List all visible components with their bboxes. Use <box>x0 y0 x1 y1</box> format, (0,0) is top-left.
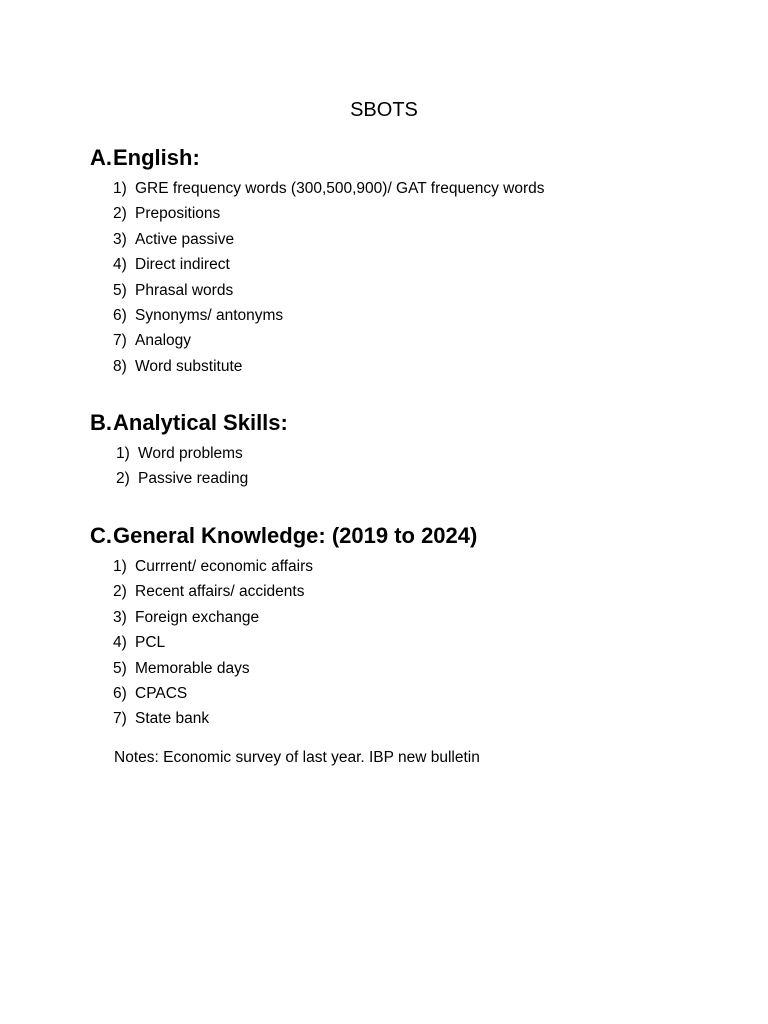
section-english <box>90 144 730 379</box>
list-item <box>113 227 730 252</box>
item-text: Word substitute <box>135 357 243 375</box>
item-text: Recent affairs/ accidents <box>135 583 305 601</box>
item-number: 3) <box>113 230 127 248</box>
section-title: English: <box>113 145 200 170</box>
item-text: Word problems <box>138 445 243 462</box>
section-analytical-skills <box>90 409 730 492</box>
list-item <box>113 252 730 277</box>
item-text: Memorable days <box>135 659 250 677</box>
notes-text: Notes: Economic survey of last year. IBP new bulletin <box>114 749 480 766</box>
section-heading <box>90 522 730 550</box>
item-text: Currrent/ economic affairs <box>135 558 314 575</box>
section-general-knowledge <box>90 522 730 732</box>
list-item <box>113 579 730 604</box>
section-letter: A. <box>90 145 112 170</box>
section-letter: C. <box>90 523 112 548</box>
section-title: Analytical Skills: <box>113 410 288 435</box>
item-number: 6) <box>113 684 127 702</box>
list-item <box>116 466 730 491</box>
list-item <box>113 201 730 226</box>
list-item <box>113 656 730 681</box>
item-text: Prepositions <box>135 205 221 223</box>
section-heading <box>90 409 730 437</box>
item-number: 3) <box>113 608 127 626</box>
list-item <box>113 706 730 731</box>
item-text: Active passive <box>135 230 235 248</box>
page-title: SBOTS <box>350 99 418 121</box>
item-text: Direct indirect <box>135 256 230 274</box>
item-text: Synonyms/ antonyms <box>135 306 284 324</box>
item-text: State bank <box>135 710 210 728</box>
item-number: 1) <box>113 558 127 575</box>
list-item <box>116 441 730 466</box>
item-number: 7) <box>113 710 127 728</box>
item-number: 1) <box>113 180 127 197</box>
item-number: 4) <box>113 634 127 652</box>
list-item <box>113 630 730 655</box>
section-title: General Knowledge: (2019 to 2024) <box>113 523 478 548</box>
item-text: GRE frequency words (300,500,900)/ GAT frequency words <box>135 180 545 197</box>
list-item <box>113 554 730 579</box>
list-item <box>113 681 730 706</box>
item-number: 2) <box>113 583 127 601</box>
item-number: 7) <box>113 332 127 350</box>
item-number: 6) <box>113 306 127 324</box>
list-item <box>113 176 730 201</box>
item-number: 4) <box>113 256 127 274</box>
item-number: 2) <box>113 205 127 223</box>
list-item <box>113 605 730 630</box>
item-number: 5) <box>113 659 127 677</box>
item-text: Foreign exchange <box>135 608 260 626</box>
topic-list <box>90 176 730 379</box>
list-item <box>113 328 730 353</box>
item-text: Phrasal words <box>135 281 234 299</box>
item-text: Passive reading <box>138 470 249 488</box>
item-text: Analogy <box>135 332 192 350</box>
item-text: PCL <box>135 634 166 652</box>
item-number: 5) <box>113 281 127 299</box>
list-item <box>113 303 730 328</box>
item-text: CPACS <box>135 684 188 702</box>
item-number: 2) <box>116 470 130 488</box>
list-item <box>113 354 730 379</box>
item-number: 8) <box>113 357 127 375</box>
list-item <box>113 278 730 303</box>
section-heading <box>90 144 730 172</box>
topic-list <box>90 441 730 492</box>
item-number: 1) <box>116 445 130 462</box>
section-letter: B. <box>90 410 112 435</box>
topic-list <box>90 554 730 732</box>
